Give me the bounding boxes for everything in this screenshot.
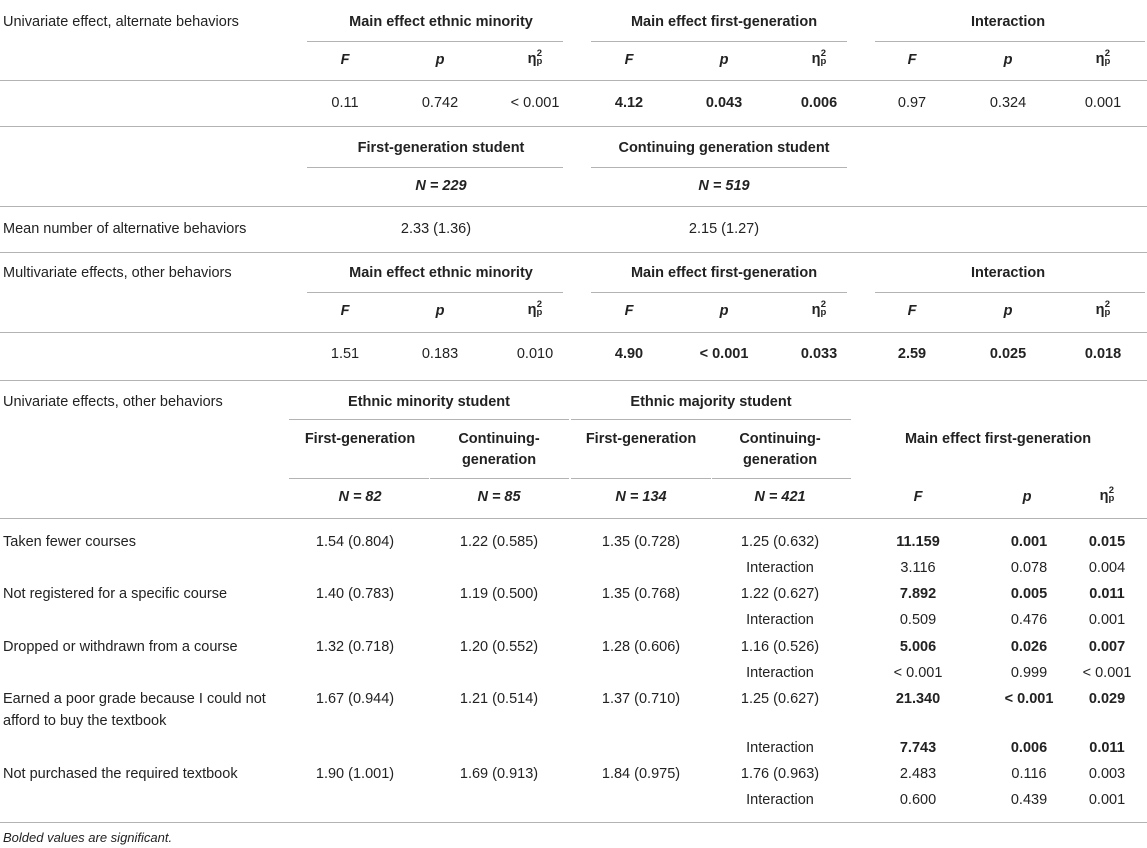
- interaction-label: Interaction: [746, 665, 814, 681]
- value: 2.15 (1.27): [688, 221, 760, 237]
- value: 1.40 (0.783): [315, 586, 395, 602]
- value: < 0.001: [1082, 665, 1132, 681]
- value-significant: 7.743: [899, 740, 937, 756]
- group-ethnic-minority: Ethnic minority student: [348, 394, 510, 410]
- value-significant: 0.011: [1089, 586, 1125, 602]
- value: 2.483: [899, 766, 937, 782]
- stat-p: p: [719, 303, 729, 319]
- stat-f: F: [907, 303, 917, 319]
- stat-f: F: [624, 303, 634, 319]
- divider: [0, 80, 1147, 81]
- row-label: Not purchased the required textbook: [3, 766, 238, 782]
- value: 0.97: [897, 95, 927, 111]
- n-count: N = 519: [698, 178, 750, 194]
- subcol-continuing-a: Continuing-: [739, 431, 821, 447]
- value: 0.324: [989, 95, 1027, 111]
- stat-p: p: [1022, 489, 1032, 505]
- subcol-first-generation: First-generation: [304, 431, 416, 447]
- value-significant: 21.340: [895, 691, 941, 707]
- divider: [430, 478, 569, 479]
- value-significant: 2.59: [897, 346, 927, 362]
- section1-group-minority: Main effect ethnic minority: [349, 14, 533, 30]
- value: 1.90 (1.001): [315, 766, 395, 782]
- divider: [591, 167, 847, 168]
- row-label: Mean number of alternative behaviors: [3, 221, 247, 237]
- stat-eta: η 2 p: [811, 48, 827, 68]
- value: 1.19 (0.500): [459, 586, 539, 602]
- value: 0.010: [516, 346, 554, 362]
- value-significant: < 0.001: [1004, 691, 1054, 707]
- value: < 0.001: [510, 95, 560, 111]
- col-continuing-generation: Continuing generation student: [618, 140, 830, 156]
- value-significant: 4.90: [614, 346, 644, 362]
- section3-group-interaction: Interaction: [970, 265, 1046, 281]
- divider: [0, 252, 1147, 253]
- col-first-generation: First-generation student: [357, 140, 525, 156]
- divider: [307, 292, 563, 293]
- divider: [571, 478, 711, 479]
- stat-eta: η 2 p: [1095, 299, 1111, 319]
- value-significant: 5.006: [899, 639, 937, 655]
- value: 0.004: [1088, 560, 1126, 576]
- section3-label: Multivariate effects, other behaviors: [3, 265, 232, 281]
- value-significant: 0.005: [1010, 586, 1048, 602]
- value: 1.16 (0.526): [740, 639, 820, 655]
- divider: [0, 822, 1147, 823]
- value: 1.28 (0.606): [601, 639, 681, 655]
- interaction-label: Interaction: [746, 560, 814, 576]
- value: 1.67 (0.944): [315, 691, 395, 707]
- value-significant: 7.892: [899, 586, 937, 602]
- value: 0.001: [1088, 612, 1126, 628]
- divider: [289, 419, 569, 420]
- row-label: Taken fewer courses: [3, 534, 136, 550]
- n-count: N = 421: [754, 489, 806, 505]
- divider: [571, 419, 851, 420]
- value: 3.116: [900, 560, 936, 576]
- main-effect-first-generation: Main effect first-generation: [904, 431, 1092, 447]
- section3-group-firstgen: Main effect first-generation: [630, 265, 818, 281]
- stat-p: p: [1003, 52, 1013, 68]
- divider: [307, 167, 563, 168]
- value: 1.76 (0.963): [740, 766, 820, 782]
- value-significant: < 0.001: [699, 346, 749, 362]
- value-significant: 11.159: [896, 534, 940, 550]
- interaction-label: Interaction: [746, 792, 814, 808]
- divider: [0, 332, 1147, 333]
- value: 0.116: [1011, 766, 1047, 782]
- interaction-label: Interaction: [746, 612, 814, 628]
- value-significant: 0.026: [1010, 639, 1048, 655]
- value-significant: 0.018: [1084, 346, 1122, 362]
- value: 1.25 (0.632): [740, 534, 820, 550]
- stat-p: p: [435, 303, 445, 319]
- value: 1.51: [330, 346, 360, 362]
- value: 2.33 (1.36): [400, 221, 472, 237]
- value: 0.439: [1010, 792, 1048, 808]
- subcol-continuing-b: generation: [461, 452, 537, 468]
- section1-label: Univariate effect, alternate behaviors: [3, 14, 239, 30]
- value: 1.21 (0.514): [459, 691, 539, 707]
- stat-f: F: [907, 52, 917, 68]
- value: 1.35 (0.768): [601, 586, 681, 602]
- divider: [0, 126, 1147, 127]
- row-label: afford to buy the textbook: [3, 713, 167, 729]
- subcol-continuing-b: generation: [742, 452, 818, 468]
- value: 0.001: [1088, 792, 1126, 808]
- value-significant: 0.043: [705, 95, 743, 111]
- value-significant: 4.12: [614, 95, 644, 111]
- value: 1.22 (0.627): [740, 586, 820, 602]
- value-significant: 0.001: [1010, 534, 1048, 550]
- value: 1.22 (0.585): [459, 534, 539, 550]
- value: 1.35 (0.728): [601, 534, 681, 550]
- value: 1.84 (0.975): [601, 766, 681, 782]
- row-label: Earned a poor grade because I could not: [3, 691, 266, 707]
- divider: [289, 478, 429, 479]
- value: 0.742: [421, 95, 459, 111]
- divider: [0, 206, 1147, 207]
- value: 0.183: [421, 346, 459, 362]
- divider: [875, 292, 1145, 293]
- divider: [307, 41, 563, 42]
- section1-group-firstgen: Main effect first-generation: [630, 14, 818, 30]
- value: 0.600: [899, 792, 937, 808]
- row-label: Dropped or withdrawn from a course: [3, 639, 238, 655]
- stat-f: F: [340, 52, 350, 68]
- group-ethnic-majority: Ethnic majority student: [630, 394, 792, 410]
- value: 0.509: [899, 612, 937, 628]
- value: 0.999: [1010, 665, 1048, 681]
- stat-f: F: [624, 52, 634, 68]
- stat-f: F: [913, 489, 923, 505]
- n-count: N = 82: [338, 489, 382, 505]
- value: 1.25 (0.627): [740, 691, 820, 707]
- n-count: N = 134: [615, 489, 667, 505]
- stat-eta: η 2 p: [527, 299, 543, 319]
- stat-eta: η 2 p: [527, 48, 543, 68]
- interaction-label: Interaction: [746, 740, 814, 756]
- divider: [0, 518, 1147, 519]
- stat-p: p: [1003, 303, 1013, 319]
- subcol-first-generation: First-generation: [585, 431, 697, 447]
- value: 0.078: [1010, 560, 1048, 576]
- stat-p: p: [719, 52, 729, 68]
- footnote: Bolded values are significant.: [3, 830, 173, 845]
- value: 1.69 (0.913): [459, 766, 539, 782]
- value: 1.54 (0.804): [315, 534, 395, 550]
- value-significant: 0.025: [989, 346, 1027, 362]
- value: 1.20 (0.552): [459, 639, 539, 655]
- value-significant: 0.033: [800, 346, 838, 362]
- divider: [0, 380, 1147, 381]
- value-significant: 0.029: [1088, 691, 1126, 707]
- divider: [591, 292, 847, 293]
- value: 0.476: [1010, 612, 1048, 628]
- section3-group-minority: Main effect ethnic minority: [349, 265, 533, 281]
- stat-eta: η 2 p: [1099, 485, 1115, 505]
- value: 1.37 (0.710): [601, 691, 681, 707]
- row-label: Not registered for a specific course: [3, 586, 228, 602]
- value-significant: 0.007: [1088, 639, 1126, 655]
- value-significant: 0.006: [800, 95, 838, 111]
- divider: [712, 478, 851, 479]
- value: 0.003: [1088, 766, 1126, 782]
- value-significant: 0.011: [1089, 740, 1125, 756]
- subcol-continuing-a: Continuing-: [458, 431, 540, 447]
- value: < 0.001: [893, 665, 943, 681]
- value-significant: 0.006: [1010, 740, 1048, 756]
- value: 1.32 (0.718): [315, 639, 395, 655]
- value: 0.11: [331, 95, 359, 111]
- stat-eta: η 2 p: [811, 299, 827, 319]
- stat-eta: η 2 p: [1095, 48, 1111, 68]
- value: 0.001: [1084, 95, 1122, 111]
- stat-p: p: [435, 52, 445, 68]
- divider: [875, 41, 1145, 42]
- divider: [591, 41, 847, 42]
- n-count: N = 85: [477, 489, 521, 505]
- section4-label: Univariate effects, other behaviors: [3, 394, 223, 410]
- stat-f: F: [340, 303, 350, 319]
- value-significant: 0.015: [1088, 534, 1126, 550]
- section1-group-interaction: Interaction: [970, 14, 1046, 30]
- n-count: N = 229: [415, 178, 467, 194]
